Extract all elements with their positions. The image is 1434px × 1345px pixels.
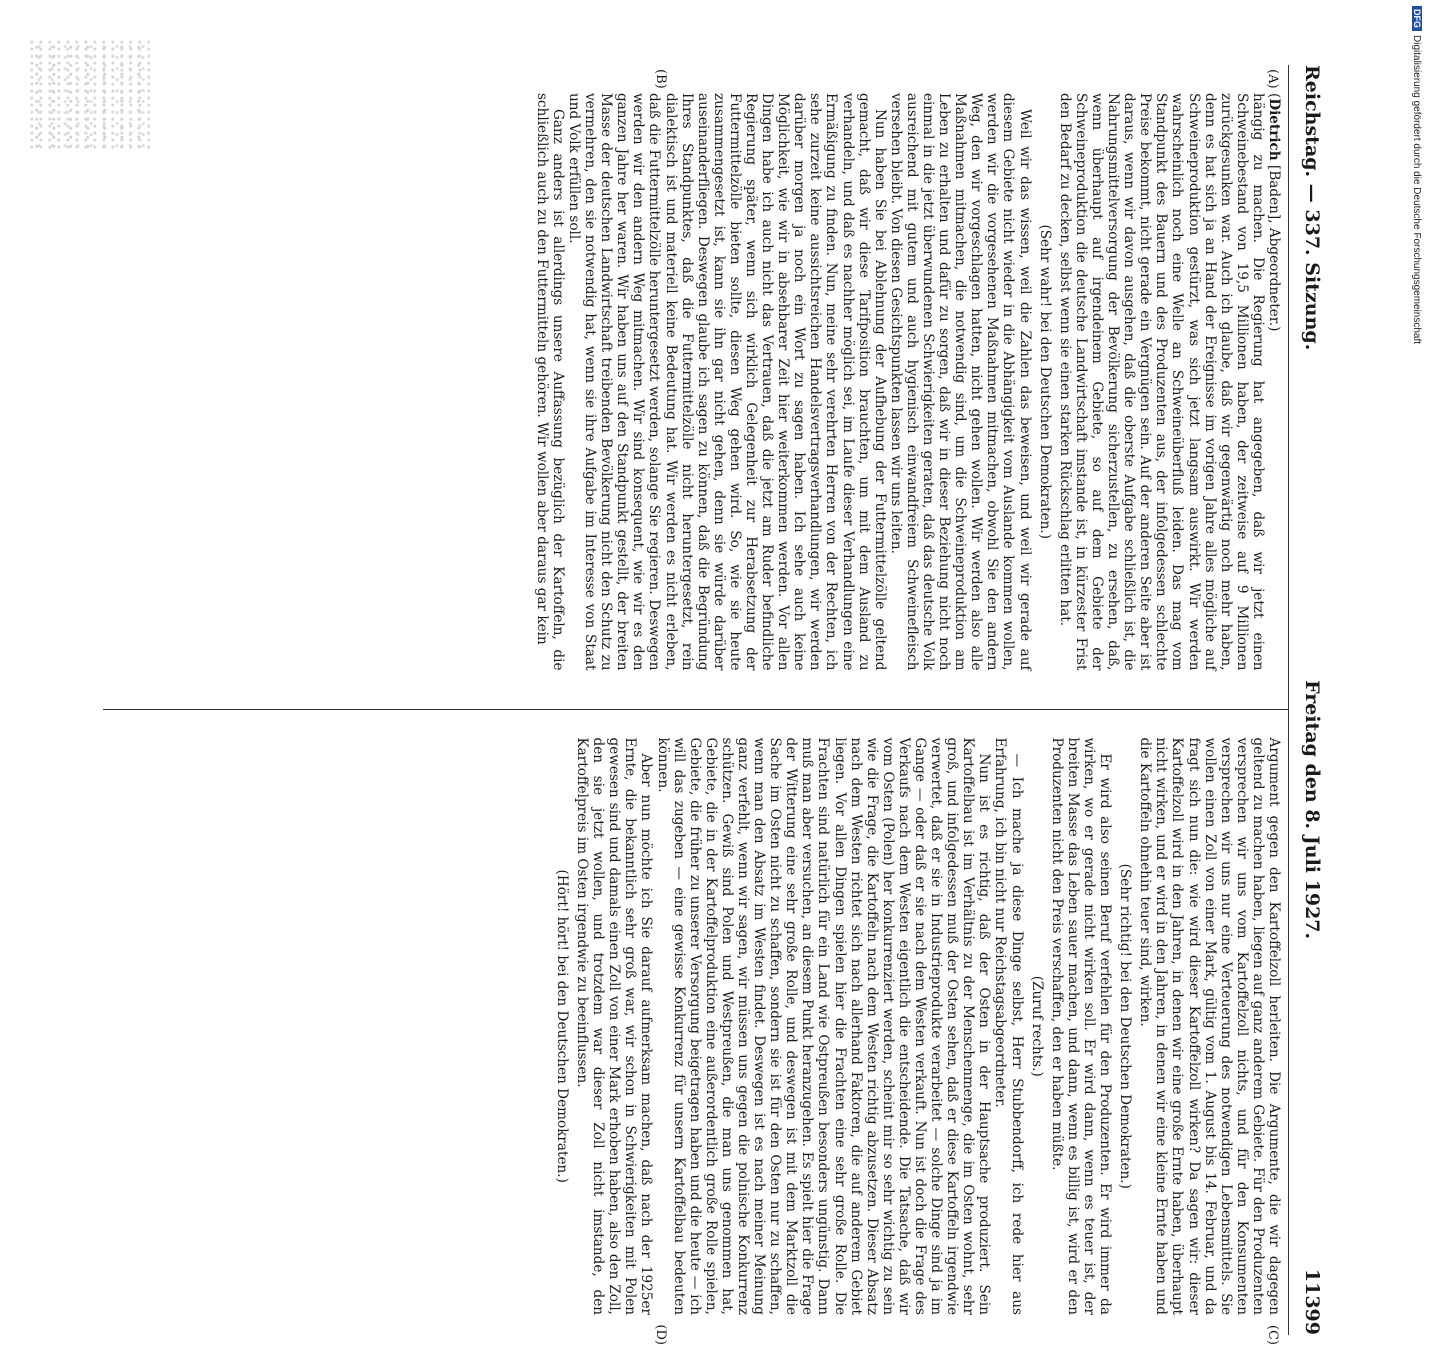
- margin-marker-b: (B): [653, 69, 668, 89]
- speaker-line: (Dietrich [Baden], Abgeordneter.): [1266, 93, 1282, 332]
- paragraph: Ganz anders ist allerdings unsere Auffassung bezüglich der Kartoffeln, die schließlich auch zu den Futtermitteln gehören. Wir wollen aber daraus gar kein: [533, 93, 566, 671]
- rotated-page: [103, 65, 1323, 1345]
- speaker-suffix: [Baden], Abgeordneter.): [1266, 165, 1282, 332]
- interjection: (Sehr richtig! bei den Deutschen Demokraten.): [1117, 863, 1134, 1189]
- paragraph: Aber nun möchte ich Sie darauf aufmerksam machen, daß nach der 1925er Ernte, die bekanntlich sehr groß war, wir schon in Schwierigkeiten mit Polen gewesen sind und damals einen Zoll von einer Mark erhoben haben, also den Zoll, den sie jetzt wollen, und trotzdem war dieser Zoll nicht imstande, den Kartoffelpreis im Osten irgendwie zu beeinflussen.: [574, 737, 655, 1315]
- interjection: (Sehr wahr! bei den Deutschen Demokraten.): [1036, 224, 1053, 540]
- page-header: [1293, 65, 1323, 1335]
- paragraph: Nun haben Sie bei Ablehnung der Aufhebung der Futtermittelzölle geltend gemacht, daß wir diese Tarifposition brauchten, um mit dem Ausland zu verhandeln, und daß es nachher möglich sei, im Laufe dieser Verhandlungen eine Ermäßigung zu finden. Nun, meine sehr verehrten Herren von der Rechten, ich sehe zurzeit keine aussichtsreichen Handelsvertragsverhandlungen, wir werden darüber morgen ja noch ein Wort zu sagen haben. Ich sehe auch keine Möglichkeit, wie wir in absehbarer Zeit hier weiterkommen werden. Vor allen Dingen habe ich auch nicht das Vertrauen, daß die jetzt am Ruder befindliche Regierung später, wenn sich wirklich Gelegenheit zur Herabsetzung der Futtermittelzölle bieten sollte, diesen Weg gehen wird. So, wie sie heute zusammengesetzt ist, kann sie ihn gar nicht gehen, denn sie würde darüber auseinanderfliegen. Deswegen glaube ich sagen zu können, daß die Begründung Ihres Standpunktes, daß die Futtermittelzölle nicht heruntergesetzt, rein dialektisch ist und materiell keine Bedeutung hat. Wir werden es nicht erleben, daß die Futtermittelzölle heruntergesetzt werden, solange Sie regieren. Deswegen werden wir den andern Weg mitmachen. Wir sind konsequent, wie wir es den ganzen Jahre her waren. Wir haben uns auf den Standpunkt gestellt, der breiten Masse der deutschen Landwirtschaft treibenden Bevölkerung nicht den Schutz zu vermehren, den sie notwendig hat, wenn sie ihre Aufgabe im Interesse von Staat und Volk erfüllen soll.: [565, 93, 888, 671]
- header-date: Freitag den 8. Juli 1927.: [1301, 680, 1323, 940]
- paragraph: Argument gegen den Kartoffelzoll herleiten. Die Argumente, die wir dagegen geltend zu machen haben, liegen auf ganz anderem Gebiete. Für den Produzenten versprechen wir uns vom Kartoffelzoll nichts, und für den Konsumenten versprechen wir uns nur eine Verteuerung des notwendigen Lebensmittels. Sie wollen einen Zoll von einer Mark, gültig vom 1. August bis 14. Februar, und da fragt sich nun die: wie wird dieser Kartoffelzoll wirken? Da sagen wir: dieser Kartoffelzoll wird in den Jahren, in denen wir eine große Ernte haben, überhaupt nicht wirken, und er wird in den Jahren, in denen wir eine kleine Ernte haben und die Kartoffeln ohnehin teuer sind, wirken.: [1137, 737, 1282, 1315]
- column-right: [103, 709, 1288, 1345]
- digitization-credit: [1410, 0, 1434, 1000]
- margin-marker-d: (D): [653, 1324, 668, 1345]
- column-left: [103, 65, 1288, 691]
- credit-text: Digitalisierung gefördert durch die Deutsche Forschungsgemeinschaft: [1411, 35, 1422, 345]
- interjection: (Zuruf rechts.): [1028, 975, 1045, 1077]
- interjection: (Hört! hört! bei den Deutschen Demokraten.): [553, 869, 570, 1183]
- speaker-name: Dietrich: [1266, 98, 1282, 161]
- header-left: Reichstag. — 337. Sitzung.: [1301, 65, 1323, 351]
- paragraph: Weil wir das wissen, weil die Zahlen das beweisen, und weil wir gerade auf diesem Gebiete nicht wieder in die Abhängigkeit vom Auslande kommen wollen, werden wir die vorgesehenen Maßnahmen mitmachen, obwohl Sie den andern Weg, den wir vorgeschlagen hatten, nicht gehen wollen. Wir werden also alle Maßnahmen mitmachen, die notwendig sind, um die Schweineproduktion am Leben zu erhalten und dafür zu sorgen, daß wir in dieser Beziehung nicht noch einmal in die jetzt überwundenen Schwierigkeiten geraten, daß das deutsche Volk ausreichend mit gutem und auch hygienisch einwandfreiem Schweinefleisch versehen bleibt. Von diesen Gesichtspunkten lassen wir uns leiten.: [887, 93, 1033, 671]
- paragraph: Er wird also seinen Beruf verfehlen für den Produzenten. Er wird immer da wirken, wo er gerade nicht wirken soll. Er wird dann, wenn es teuer ist, der breiten Masse das Leben sauer machen, und dann, wenn es billig ist, wird er den Produzenten nicht den Preis verschaffen, den er haben müßte.: [1048, 737, 1114, 1315]
- text-columns: [103, 65, 1289, 1345]
- margin-marker-c: (C): [1265, 1324, 1280, 1345]
- margin-marker-a: (A): [1265, 69, 1280, 89]
- page-number: 11399: [1301, 1268, 1323, 1335]
- paragraph: Nun ist es richtig, daß der Osten in der Hauptsache produziert. Sein Kartoffelbau ist im Verhältnis zu der Menschenmenge, die im Osten wohnt, sehr groß, und infolgedessen muß der Osten sehen, daß er diese Kartoffeln irgendwie verwertet, daß er sie in Industrieprodukte verarbeitet — solche Dinge sind ja im Gange — oder daß er sie nach dem Westen verkauft. Nun ist doch die Frage des Verkaufs nach dem Westen eigentlich die entscheidende. Die Tatsache, daß wir vom Osten (Polen) her konkurrenziert werden, scheint mir so sehr wichtig zu sein wie die Frage, die Kartoffeln nach dem Westen richtig abzusetzen. Dieser Absatz nach dem Westen richtet sich nach allerhand Faktoren, die auf anderem Gebiet liegen. Vor allen Dingen spielen hier die Frachten eine sehr große Rolle. Die Frachten sind natürlich für ein Land wie Ostpreußen besonders ungünstig. Dann muß man aber versuchen, an diesem Punkt heranzugehen. Es spielt hier die Frage der Witterung eine sehr große Rolle, und deswegen ist mit dem Marktzoll die Sache im Osten nicht zu schaffen, sondern sie ist für den Osten nur zu schaffen, wenn man den Absatz im Westen findet. Deswegen ist es nach meiner Meinung ganz verfehlt, wenn wir sagen, wir müssen uns gegen die polnische Konkurrenz schützen. Gewiß sind Polen und Westpreußen, die man uns genommen hat, Gebiete, die in der Kartoffelproduktion eine außerordentlich große Rolle spielen, Gebiete, die früher zu unserer Versorgung beigetragen haben und die heute — ich will das zugeben — eine gewisse Konkurrenz für unsern Kartoffelbau bedeuten können.: [654, 737, 993, 1315]
- dfg-logo: DFG: [1412, 6, 1422, 31]
- paragraph: — Ich mache ja diese Dinge selbst, Herr Stubbendorff, ich rede hier aus Erfahrung, ich bin nicht nur Reichstagsabgeordneter.: [992, 737, 1025, 1315]
- paragraph: hängig zu machen. Die Regierung hat angegeben, daß wir jetzt einen Schweinebestand von 19,5 Millionen haben, der zeitweise auf 9 Millionen zurückgesunken war. Auch ich glaube, daß wir gegenwärtig noch mehr haben, denn es hat sich ja an Hand der Ereignisse im vorigen Jahre alles mögliche auf Schweineproduktion gestürzt, was sich jetzt langsam auswirkt. Wir werden wahrscheinlich noch eine Welle an Schweineüberfluß leiden. Das mag vom Standpunkt des Bauern und des Produzenten aus, der infolgedessen schlechte Preise bekommt, nicht gerade ein Vergnügen sein. Auf der anderen Seite aber ist daraus, wenn wir davon ausgehen, daß die oberste Aufgabe schließlich ist, die Nahrungsmittelversorgung der Bevölkerung sicherzustellen, zu ersehen, daß, wenn überhaupt auf irgendeinem Gebiete, so auf dem Gebiete der Schweineproduktion die deutsche Landwirtschaft imstande ist, in kürzester Frist den Bedarf zu decken, selbst wenn sie einen starken Rückschlag erlitten hat.: [1056, 93, 1266, 671]
- credit-line: [1411, 6, 1422, 344]
